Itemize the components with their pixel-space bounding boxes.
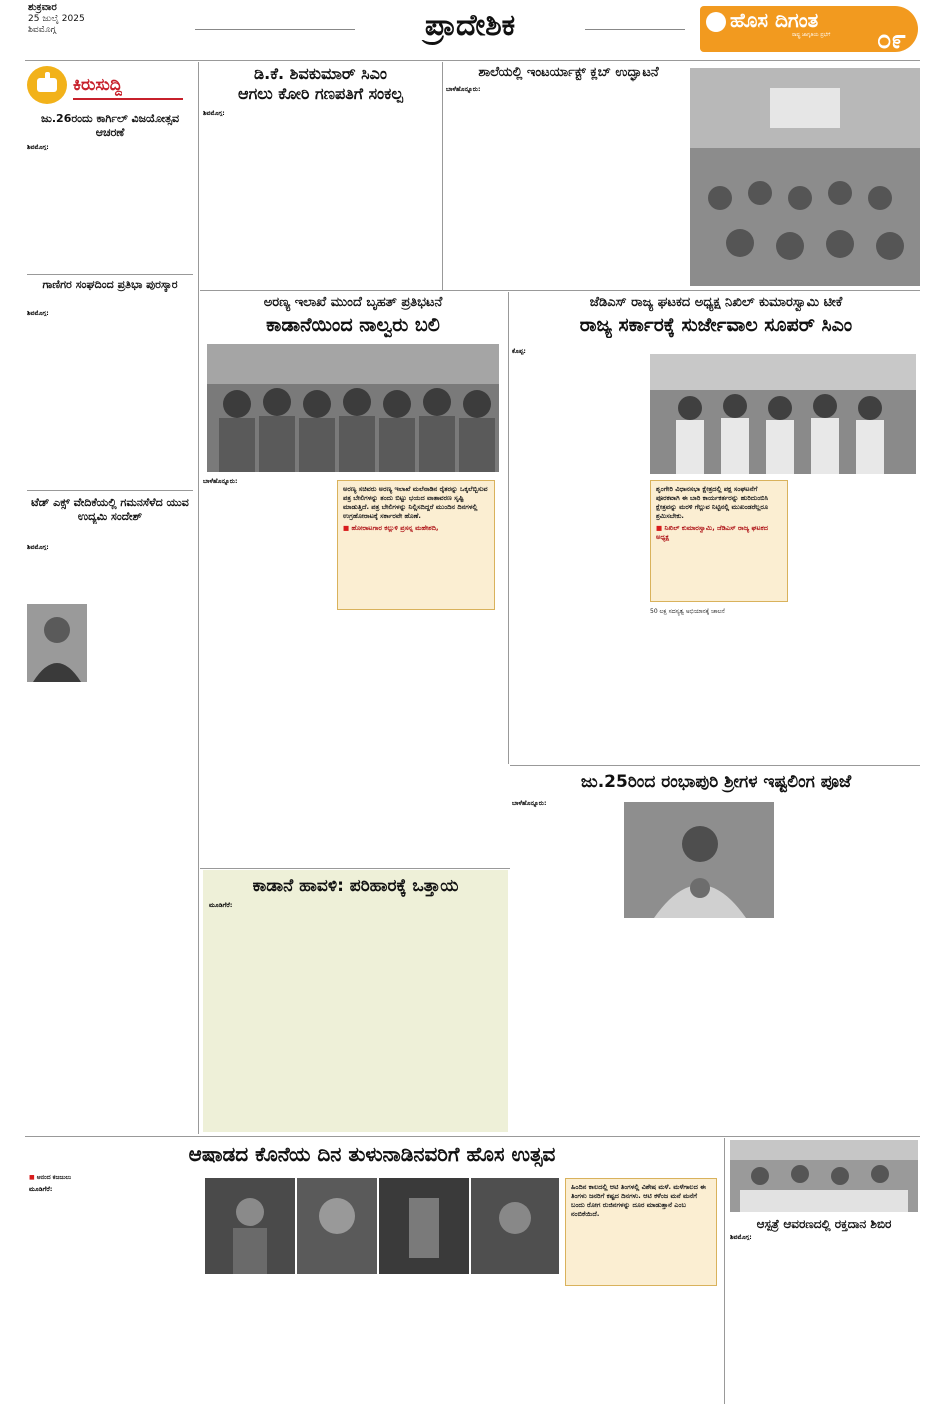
- sidebar-kirusuddi: [25, 64, 195, 1134]
- protest-photo: [207, 344, 499, 472]
- kirusuddi-underline: [73, 98, 183, 100]
- lotus-icon: [706, 12, 726, 32]
- story-interact-place: ಬಾಳೆಹೊನ್ನೂರು:: [446, 86, 481, 93]
- sidebar-item-3-place: ಶಿವಮೊಗ್ಗ:: [27, 544, 49, 551]
- pointing-hand-icon: [27, 66, 67, 104]
- quote-bullet-icon: ■: [343, 524, 350, 532]
- surjewala-photo-caption: 50 ಲಕ್ಷ ಸದಸ್ಯತ್ವ ಅಭಿಯಾನಕ್ಕೆ ಚಾಲನೆ: [650, 608, 725, 615]
- story-rambhapuri-headline: ಜು.25ರಿಂದ ರಂಭಾಪುರಿ ಶ್ರೀಗಳ ಇಷ್ಟಲಿಂಗ ಪೂಜೆ: [580, 772, 852, 792]
- story-elephant-place: ಬಾಳೆಹೊನ್ನೂರು:: [203, 478, 238, 485]
- story-compensation: [203, 870, 508, 1132]
- tulu-photo-4: [471, 1178, 559, 1274]
- story-tulu-body-3: [385, 1278, 561, 1404]
- story-interact-headline: ಶಾಲೆಯಲ್ಲಿ ಇಂಟರ್ಯಾಕ್ಟ್ ಕ್ಲಬ್ ಉದ್ಘಾಟನೆ: [478, 65, 659, 80]
- story-tulu-place: ಮೂಡಿಗೆರೆ:: [29, 1186, 53, 1193]
- story-rambhapuri-body-1: [512, 800, 620, 1130]
- paper-tagline: ರಾಷ್ಟ್ರ ಜಾಗೃತಿಯ ಪ್ರಭೆಗೆ: [792, 32, 831, 38]
- story-tulu-byline-text: ಆನಂದ ಕಜಜುಲು: [36, 1174, 72, 1181]
- story-dks-body: [203, 110, 438, 286]
- story-tulu-body-1: [29, 1186, 199, 1404]
- seer-puja-photo: [624, 802, 774, 918]
- elephant-quote-text: ಅರಣ್ಯ ಸಚಿವರು ಅರಣ್ಯ ಇಲಾಖೆ ಮಲೆನಾಡಿನ ರೈತರನ್ನು ಒಕ್ಕಲೆಬ್ಬಿಸುವ ಪತ್ರ ಬೇಲಿಗಳನ್ನು ತಂದು ಬಿಟ್ಟು ಭಯದ ವಾತಾವರಣ ಸೃಷ್ಟಿ ಮಾಡುತ್ತಿದೆ. ಪತ್ರ ಬೇಲಿಗಳನ್ನು ನಿಲ್ಲಿಸದಿದ್ದರೆ ಮುಂದಿನ ದಿನಗಳಲ್ಲಿ ಉಗ್ರಹೋರಾಟಕ್ಕೆ ಸರ್ಕಾರವೇ ಹೊಣೆ.: [343, 485, 488, 520]
- byline-bullet-icon: ■: [29, 1174, 35, 1181]
- story-tulu-body-4: [565, 1290, 717, 1404]
- elephant-quote-attribution: ಹೋರಾಟಗಾರ ಕಲ್ಲುಳಿ ಪ್ರಸನ್ನ ಮಹೇಶದಿ,: [351, 524, 439, 532]
- story-compensation-headline: ಕಾಡಾನೆ ಹಾವಳಿ: ಪರಿಹಾರಕ್ಕೆ ಒತ್ತಾಯ: [252, 876, 459, 896]
- story-rambhapuri-body-3: [780, 800, 918, 1130]
- sidebar-item-1-headline: ಜು.26ರಂದು ಕಾರ್ಗಿಲ್ ವಿಜಯೋತ್ಸವ ಆಚರಣೆ: [40, 112, 180, 139]
- top-row-divider: [200, 290, 920, 291]
- tulu-photo-1: [205, 1178, 295, 1274]
- story-elephant-headline: ಕಾಡಾನೆಯಿಂದ ನಾಲ್ವರು ಬಲಿ: [266, 314, 440, 336]
- story-tulu-byline: [29, 1174, 199, 1182]
- interact-club-photo: [690, 68, 920, 286]
- masthead-divider: [25, 60, 920, 61]
- page-number: ೦೯: [876, 25, 906, 55]
- tulu-quote-box: [565, 1178, 717, 1286]
- surjewala-quote-box: [650, 480, 788, 602]
- sidebar-column-rule: [198, 62, 199, 1134]
- elephant-column-rule: [508, 292, 509, 764]
- story-dks: [203, 64, 438, 289]
- story-rambhapuri: [512, 770, 920, 1132]
- masthead-city: ಶಿವಮೊಗ್ಗ: [28, 25, 56, 35]
- story-surjewala-body-2: [792, 480, 918, 760]
- story-interact-body: [446, 86, 684, 286]
- quote-bullet-icon: ■: [656, 524, 663, 532]
- tulu-photo-2: [297, 1178, 377, 1274]
- rambhapuri-top-divider: [510, 765, 920, 766]
- tulu-quote-text: ಹಿಂದಿನ ಕಾಲದಲ್ಲಿ ಆಟಿ ತಿಂಗಳಲ್ಲಿ ವಿಶೇಷ ಮಳೆ. ಮಳೆಗಾಲದ ಈ ತಿಂಗಳು ಜನರಿಗೆ ಕಷ್ಟದ ದಿನಗಳು. ಆಟಿ ಕಳೆಂಜ ಮನೆ ಮನೆಗೆ ಬಂದು ರೋಗ ರುಜಿನಗಳನ್ನು ದೂರ ಮಾಡುತ್ತಾನೆ ಎಂಬ ನಂಬಿಕೆಯಿದೆ.: [571, 1183, 706, 1218]
- story-rambhapuri-body-2: [624, 922, 774, 1130]
- story-blood-body: [730, 1234, 918, 1402]
- story-rambhapuri-place: ಬಾಳೆಹೊನ್ನೂರು:: [512, 800, 547, 807]
- dks-column-rule: [442, 62, 443, 290]
- story-surjewala-kicker: ಜೆಡಿಎಸ್ ರಾಜ್ಯ ಘಟಕದ ಅಧ್ಯಕ್ಷ ನಿಖಿಲ್ ಕುಮಾರಸ್ವಾಮಿ ಟೀಕೆ: [589, 295, 843, 310]
- masthead-date: 25 ಜುಲೈ 2025: [28, 14, 85, 24]
- paper-name: ಹೊಸ ದಿಗಂತ: [730, 8, 819, 32]
- paper-logo: [700, 6, 918, 55]
- story-surjewala-place: ಕೊಪ್ಪ:: [512, 348, 526, 355]
- elephant-quote-box: [337, 480, 495, 610]
- jds-event-photo: [650, 354, 916, 474]
- section-title: ಪ್ರಾದೇಶಿಕ: [424, 8, 516, 43]
- story-dks-headline-2: ಆಗಲು ಕೋರಿ ಗಣಪತಿಗೆ ಸಂಕಲ್ಪ: [238, 84, 403, 103]
- sidebar-item-1-place: ಶಿವಮೊಗ್ಗ:: [27, 144, 49, 151]
- surjewala-quote-attribution: ನಿಖಿಲ್ ಕುಮಾರಸ್ವಾಮಿ, ಜೆಡಿಎಸ್ ರಾಜ್ಯ ಘಟಕದ ಅಧ್ಯಕ್ಷ: [656, 524, 768, 541]
- story-compensation-place: ಮೂಡಿಗೆರೆ:: [209, 902, 233, 909]
- story-tulu-headline: ಆಷಾಡದ ಕೊನೆಯ ದಿನ ತುಳುನಾಡಿನವರಿಗೆ ಹೊಸ ಉತ್ಸವ: [188, 1142, 556, 1166]
- story-elephant-body-1: [203, 478, 333, 864]
- story-dks-place: ಶಿವಮೊಗ್ಗ:: [203, 110, 225, 117]
- entrepreneur-portrait-photo: [27, 604, 87, 682]
- story-surjewala-body-1: [512, 348, 644, 760]
- blood-column-rule: [724, 1138, 725, 1404]
- sidebar-item-2-body: [27, 310, 193, 480]
- sidebar-item-1-body: [27, 144, 193, 264]
- section-rule-left: [195, 29, 355, 30]
- story-surjewala-headline: ರಾಜ್ಯ ಸರ್ಕಾರಕ್ಕೆ ಸುರ್ಜೇವಾಲ ಸೂಪರ್ ಸಿಎಂ: [579, 314, 853, 336]
- masthead: [0, 0, 945, 60]
- compensation-top-divider: [200, 868, 510, 869]
- story-compensation-body: [209, 902, 503, 1128]
- story-blood-place: ಶಿವಮೊಗ್ಗ:: [730, 1234, 752, 1241]
- story-blood: [728, 1138, 920, 1404]
- story-surjewala: [512, 294, 920, 764]
- sidebar-divider-2: [27, 490, 193, 491]
- kirusuddi-logo: [27, 64, 193, 106]
- story-elephant-body-2: [337, 616, 497, 864]
- masthead-day: ಶುಕ್ರವಾರ: [28, 2, 57, 13]
- sidebar-divider-1: [27, 274, 193, 275]
- kirusuddi-label: ಕಿರುಸುದ್ದಿ: [73, 75, 123, 95]
- story-interact: [446, 64, 920, 289]
- blood-camp-photo: [730, 1140, 918, 1212]
- surjewala-quote-text: ಶೃಂಗೇರಿ ವಿಧಾನಸಭಾ ಕ್ಷೇತ್ರದಲ್ಲಿ ಪಕ್ಷ ಸಂಘಟನೆಗೆ ಪೂರಕವಾಗಿ ಈ ಬಾರಿ ಕಾರ್ಯಕರ್ತರನ್ನು ಹುರಿದುಂಬಿಸಿ ಕ್ಷೇತ್ರವನ್ನು ಮರಳಿ ಗೆಲ್ಲುವ ನಿಟ್ಟಿನಲ್ಲಿ ಮುಖಂಡರೆಲ್ಲರೂ ಶ್ರಮಿಸಬೇಕು.: [656, 485, 769, 520]
- tulu-photo-3: [379, 1178, 469, 1274]
- sidebar-item-2-headline: ಗಾಣಿಗರ ಸಂಘದಿಂದ ಪ್ರತಿಭಾ ಪುರಸ್ಕಾರ: [42, 278, 178, 291]
- story-tulu: [25, 1138, 719, 1404]
- bottom-section-divider: [25, 1136, 920, 1137]
- story-dks-headline-1: ಡಿ.ಕೆ. ಶಿವಕುಮಾರ್ ಸಿಎಂ: [254, 64, 387, 83]
- story-elephant-kicker: ಅರಣ್ಯ ಇಲಾಖೆ ಮುಂದೆ ಬೃಹತ್ ಪ್ರತಿಭಟನೆ: [263, 295, 443, 310]
- section-rule-right: [585, 29, 685, 30]
- story-elephant: [203, 294, 503, 866]
- story-surjewala-body-3: [650, 620, 788, 760]
- date-block: [28, 2, 158, 36]
- story-tulu-body-2: [205, 1278, 381, 1404]
- sidebar-item-3-headline: ಟೆಡ್ ಎಕ್ಸ್ ವೇದಿಕೆಯಲ್ಲಿ ಗಮನಸೆಳೆದ ಯುವ ಉದ್ಯಮಿ ಸಂದೇಶ್: [31, 496, 189, 523]
- sidebar-item-2-place: ಶಿವಮೊಗ್ಗ:: [27, 310, 49, 317]
- story-blood-headline: ಆಸ್ಪತ್ರೆ ಆವರಣದಲ್ಲಿ ರಕ್ತದಾನ ಶಿಬಿರ: [756, 1217, 892, 1231]
